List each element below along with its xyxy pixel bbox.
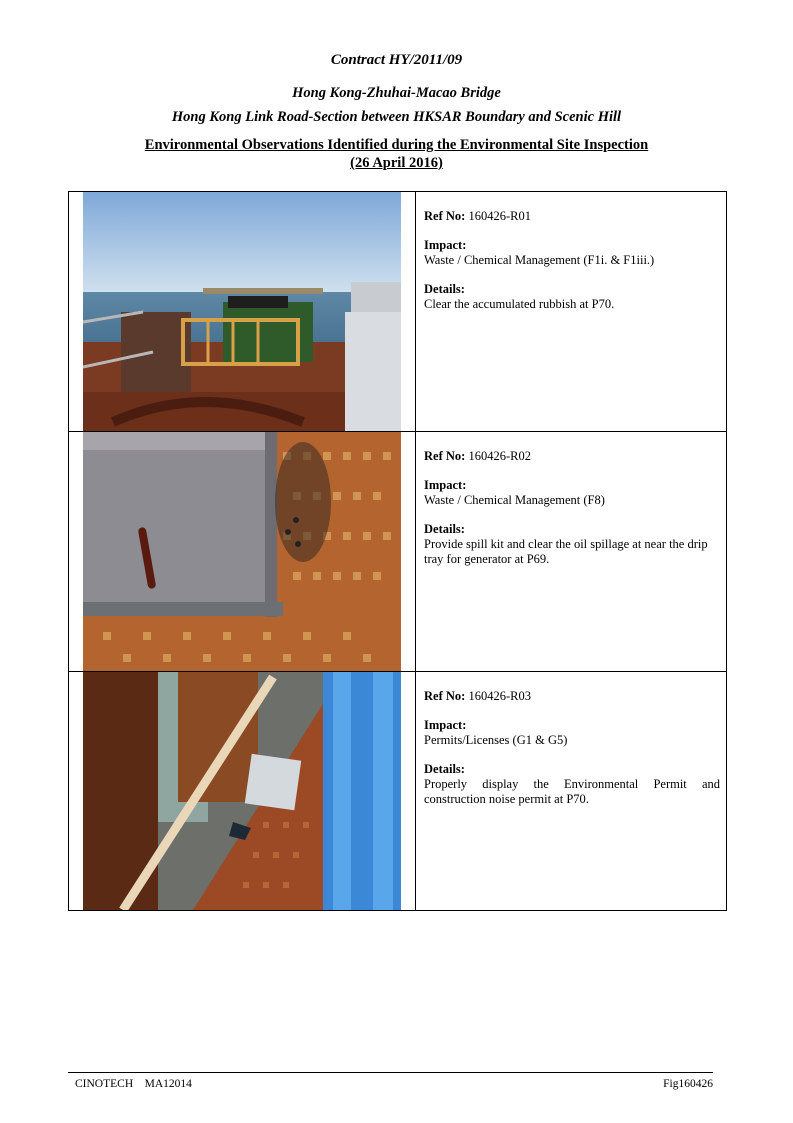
site-photo-oil-spillage (83, 432, 401, 671)
observation-row (69, 192, 726, 432)
footer-left (75, 1078, 192, 1090)
ref-label: Ref No: (424, 449, 466, 463)
impact-text: Permits/Licenses (G1 & G5) (424, 733, 568, 747)
observation-info (424, 449, 720, 581)
ref-number: 160426-R01 (468, 209, 531, 223)
details-label: Details: (424, 522, 465, 536)
details-text: Properly display the Environmental Permit and construction noise permit at P70. (424, 777, 720, 806)
site-photo-permit (83, 672, 401, 910)
observation-info (424, 689, 720, 821)
impact-text: Waste / Chemical Management (F8) (424, 493, 605, 507)
company-name: CINOTECH (75, 1078, 134, 1090)
document-ref: MA12014 (144, 1078, 192, 1090)
site-photo-rubbish (83, 192, 401, 431)
impact-label: Impact: (424, 718, 467, 732)
inspection-date: (26 April 2016) (350, 155, 443, 171)
ref-label: Ref No: (424, 689, 466, 703)
footer-rule (68, 1072, 713, 1073)
ref-number: 160426-R02 (468, 449, 531, 463)
details-label: Details: (424, 762, 465, 776)
page-heading: Environmental Observations Identified during the Environmental Site Inspection (144, 137, 649, 153)
observations-table (68, 191, 727, 911)
details-text: Provide spill kit and clear the oil spillage at near the drip tray for generator at P69. (424, 537, 708, 566)
observation-info (424, 209, 720, 326)
impact-text: Waste / Chemical Management (F1i. & F1iii.) (424, 253, 655, 267)
impact-label: Impact: (424, 478, 467, 492)
contract-title: Contract HY/2011/09 (330, 52, 463, 68)
impact-label: Impact: (424, 238, 467, 252)
observation-row (69, 432, 726, 672)
project-title: Hong Kong-Zhuhai-Macao Bridge (292, 85, 501, 101)
observation-row (69, 672, 726, 910)
ref-number: 160426-R03 (468, 689, 531, 703)
section-title: Hong Kong Link Road-Section between HKSAR Boundary and Scenic Hill (171, 109, 622, 125)
ref-label: Ref No: (424, 209, 466, 223)
figure-number: Fig160426 (663, 1078, 713, 1090)
details-text: Clear the accumulated rubbish at P70. (424, 297, 615, 311)
details-label: Details: (424, 282, 465, 296)
